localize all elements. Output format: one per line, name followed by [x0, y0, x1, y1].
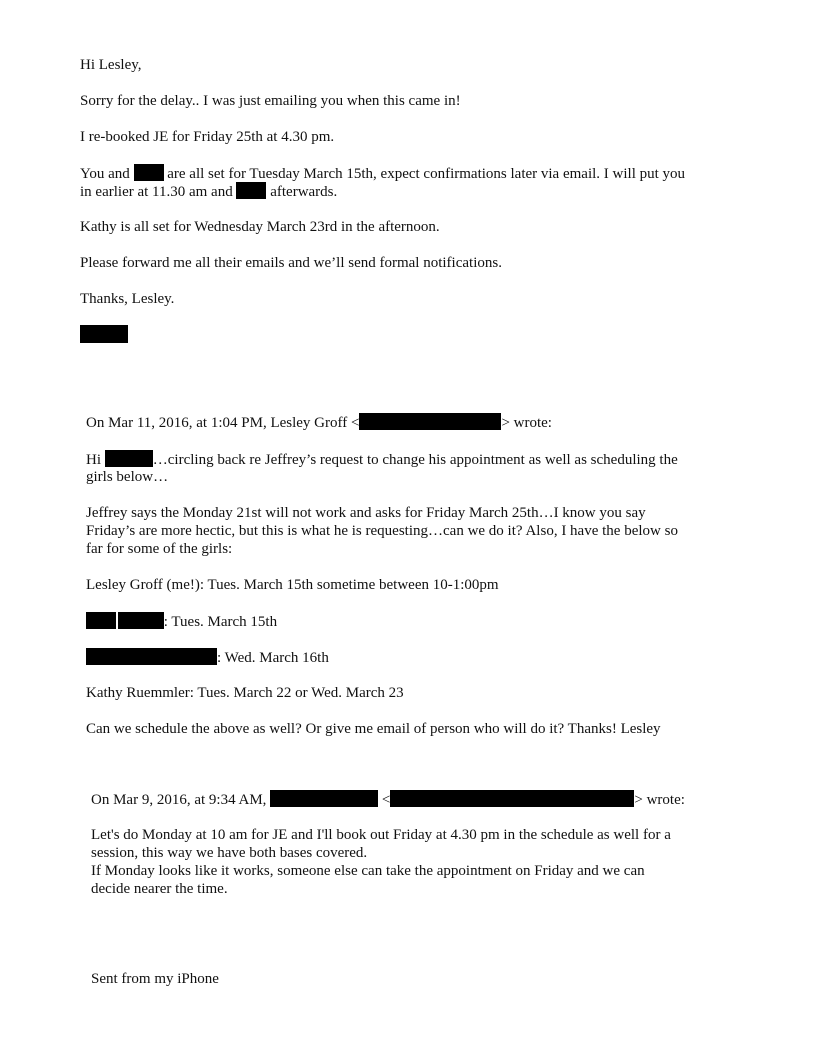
- paragraph-rebooked: I re-booked JE for Friday 25th at 4.30 pm.: [80, 129, 335, 145]
- quote1-para2-line1: Jeffrey says the Monday 21st will not work and asks for Friday March 25th…I know you say: [86, 505, 646, 521]
- paragraph-forward: Please forward me all their emails and we’ll send formal notifications.: [80, 255, 502, 271]
- text-segment: You and: [80, 166, 130, 182]
- text-segment: On Mar 11, 2016, at 1:04 PM, Lesley Groff <: [86, 415, 360, 431]
- paragraph-apology: Sorry for the delay.. I was just emailing you when this came in!: [80, 93, 461, 109]
- quote1-item-lesley: Lesley Groff (me!): Tues. March 15th sometime between 10-1:00pm: [86, 577, 499, 593]
- redaction-box: [390, 790, 634, 807]
- quote2-signature: Sent from my iPhone: [91, 971, 219, 987]
- quote1-item-kathy: Kathy Ruemmler: Tues. March 22 or Wed. March 23: [86, 685, 404, 701]
- text-segment: : Wed. March 16th: [217, 650, 329, 666]
- text-segment: are all set for Tuesday March 15th, expect confirmations later via email. I will put you: [167, 166, 686, 182]
- quote1-hi-line: [86, 450, 678, 469]
- text-segment: > wrote:: [634, 792, 685, 808]
- text-segment: Hi: [86, 452, 101, 468]
- signature-redaction: [80, 325, 128, 343]
- text-segment: afterwards.: [270, 184, 338, 200]
- paragraph-schedule-line1: [80, 164, 685, 183]
- redaction-box: [134, 164, 164, 181]
- redaction-box: [270, 790, 378, 807]
- redaction-box: [118, 612, 164, 629]
- quote2-line3: If Monday looks like it works, someone else can take the appointment on Friday and we can: [91, 863, 645, 879]
- text-segment: : Tues. March 15th: [163, 614, 278, 630]
- text-segment: <: [381, 792, 391, 808]
- greeting: Hi Lesley,: [80, 57, 142, 73]
- quote2-line1: Let's do Monday at 10 am for JE and I'll book out Friday at 4.30 pm in the schedule as well for a: [91, 827, 671, 843]
- redaction-box: [86, 612, 116, 629]
- text-segment: in earlier at 11.30 am and: [80, 184, 233, 200]
- paragraph-kathy: Kathy is all set for Wednesday March 23rd in the afternoon.: [80, 219, 440, 235]
- quote1-closing: Can we schedule the above as well? Or give me email of person who will do it? Thanks! Lesley: [86, 721, 661, 737]
- redaction-box: [105, 450, 153, 467]
- text-segment: …circling back re Jeffrey’s request to change his appointment as well as scheduling the: [152, 452, 678, 468]
- redaction-box: [359, 413, 501, 430]
- redaction-box: [86, 648, 217, 665]
- quote1-item-redacted-2: [86, 648, 329, 667]
- quote2-header: [91, 790, 685, 809]
- text-segment: > wrote:: [501, 415, 552, 431]
- redaction-box: [236, 182, 266, 199]
- paragraph-thanks: Thanks, Lesley.: [80, 291, 175, 307]
- quote1-line2: girls below…: [86, 469, 169, 485]
- text-segment: On Mar 9, 2016, at 9:34 AM,: [91, 792, 267, 808]
- quote1-item-redacted-1: [86, 612, 277, 631]
- paragraph-schedule-line2: [80, 182, 337, 201]
- quote2-line2: session, this way we have both bases covered.: [91, 845, 368, 861]
- quote2-line4: decide nearer the time.: [91, 881, 228, 897]
- quote1-para2-line3: far for some of the girls:: [86, 541, 233, 557]
- quote1-para2-line2: Friday’s are more hectic, but this is what he is requesting…can we do it? Also, I have the below so: [86, 523, 678, 539]
- quote1-header: [86, 413, 552, 432]
